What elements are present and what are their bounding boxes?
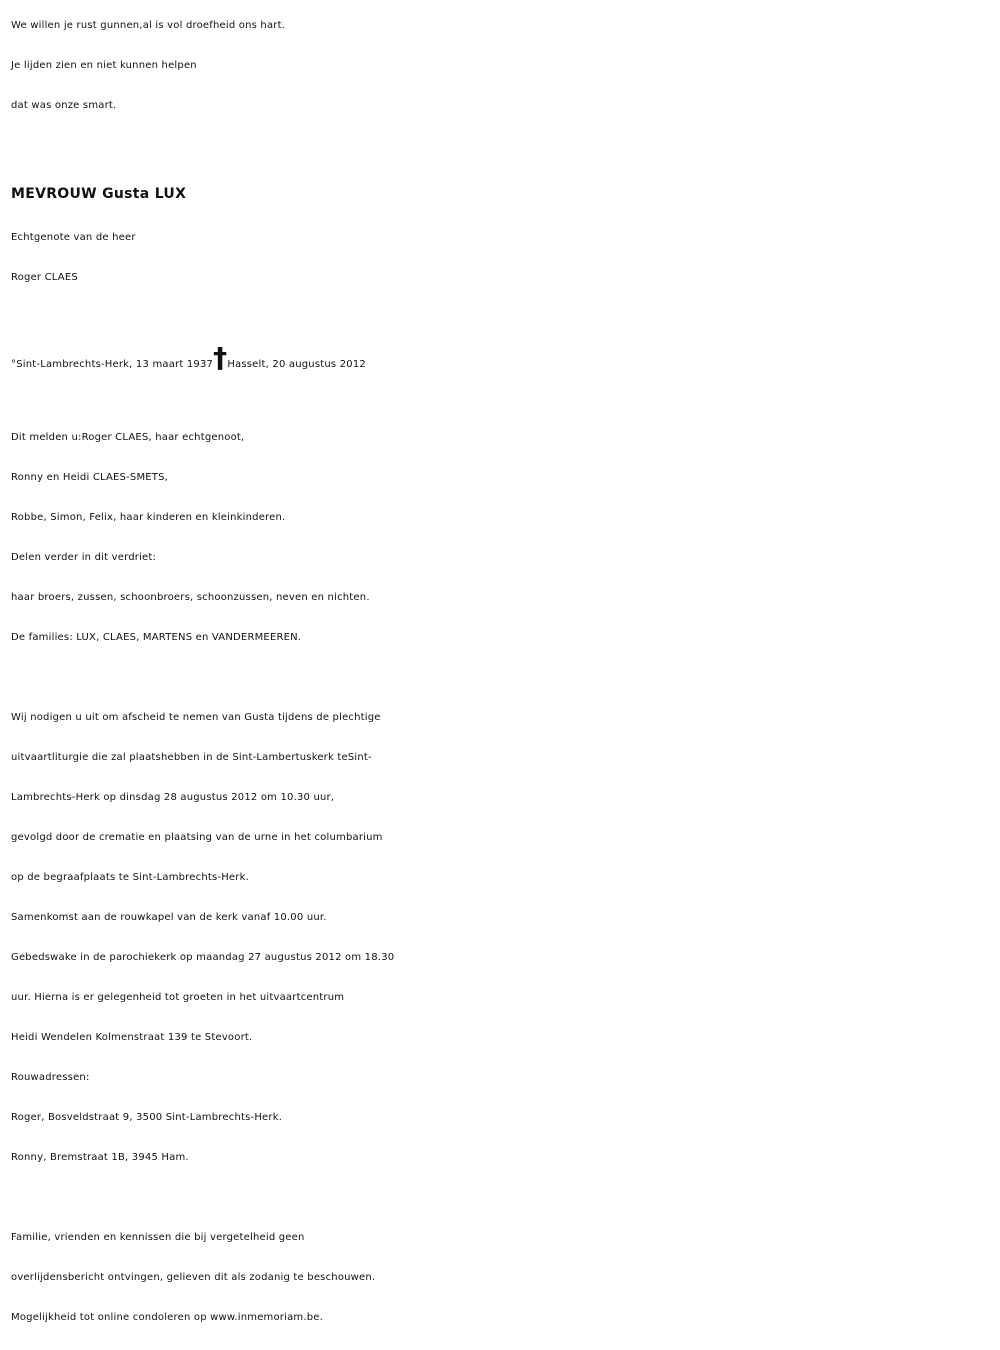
family-block bbox=[11, 418, 991, 658]
poem-line: Je lijden zien en niet kunnen helpen bbox=[11, 60, 197, 71]
ceremony-line: uitvaartliturgie die zal plaatshebben in de Sint-Lambertuskerk teSint- bbox=[11, 752, 372, 763]
birth-info: Sint-Lambrechts-Herk, 13 maart 1937 bbox=[16, 359, 214, 370]
birth-mark: ° bbox=[11, 359, 17, 370]
family-line: haar broers, zussen, schoonbroers, schoonzussen, neven en nichten. bbox=[11, 592, 370, 603]
cross-icon: † bbox=[213, 341, 228, 374]
poem bbox=[11, 6, 991, 126]
family-line: De families: LUX, CLAES, MARTENS en VANDERMEEREN. bbox=[11, 632, 302, 643]
poem-line: dat was onze smart. bbox=[11, 100, 117, 111]
deceased-name: MEVROUW Gusta LUX bbox=[11, 186, 187, 202]
family-line: Dit melden u:Roger CLAES, haar echtgenoot, bbox=[11, 432, 245, 443]
poem-line: We willen je rust gunnen,al is vol droefheid ons hart. bbox=[11, 20, 286, 31]
ceremony-line: Wij nodigen u uit om afscheid te nemen van Gusta tijdens de plechtige bbox=[11, 712, 381, 723]
ceremony-line: op de begraafplaats te Sint-Lambrechts-Herk. bbox=[11, 872, 249, 883]
spouse-name: Roger CLAES bbox=[11, 272, 78, 283]
birth-death-dates bbox=[11, 338, 991, 378]
closing-line: overlijdensbericht ontvingen, gelieven dit als zodanig te beschouwen. bbox=[11, 1272, 376, 1283]
ceremony-line: Heidi Wendelen Kolmenstraat 139 te Stevoort. bbox=[11, 1032, 253, 1043]
mourning-addresses-heading: Rouwadressen: bbox=[11, 1072, 90, 1083]
spacer bbox=[11, 658, 991, 698]
family-line: Ronny en Heidi CLAES-SMETS, bbox=[11, 472, 169, 483]
spacer bbox=[11, 378, 991, 418]
ceremony-line: uur. Hierna is er gelegenheid tot groeten in het uitvaartcentrum bbox=[11, 992, 345, 1003]
condolence-line: Mogelijkheid tot online condoleren op www.inmemoriam.be. bbox=[11, 1312, 324, 1323]
spouse-line: Echtgenote van de heer bbox=[11, 232, 136, 243]
mourning-address: Ronny, Bremstraat 1B, 3945 Ham. bbox=[11, 1152, 189, 1163]
spacer bbox=[11, 298, 991, 338]
ceremony-line: Samenkomst aan de rouwkapel van de kerk vanaf 10.00 uur. bbox=[11, 912, 327, 923]
ceremony-line: Lambrechts-Herk op dinsdag 28 augustus 2012 om 10.30 uur, bbox=[11, 792, 335, 803]
mourning-address: Roger, Bosveldstraat 9, 3500 Sint-Lambrechts-Herk. bbox=[11, 1112, 283, 1123]
death-info: Hasselt, 20 augustus 2012 bbox=[227, 359, 366, 370]
deceased-block bbox=[11, 170, 991, 298]
ceremony-line: gevolgd door de crematie en plaatsing van de urne in het columbarium bbox=[11, 832, 383, 843]
spacer bbox=[11, 1178, 991, 1218]
family-line: Delen verder in dit verdriet: bbox=[11, 552, 157, 563]
ceremony-line: Gebedswake in de parochiekerk op maandag 27 augustus 2012 om 18.30 bbox=[11, 952, 395, 963]
obituary-notice bbox=[11, 6, 991, 1338]
spacer bbox=[11, 126, 991, 166]
closing-line: Familie, vrienden en kennissen die bij vergetelheid geen bbox=[11, 1232, 305, 1243]
family-line: Robbe, Simon, Felix, haar kinderen en kleinkinderen. bbox=[11, 512, 286, 523]
closing-block bbox=[11, 1218, 991, 1338]
ceremony-block bbox=[11, 698, 991, 1178]
